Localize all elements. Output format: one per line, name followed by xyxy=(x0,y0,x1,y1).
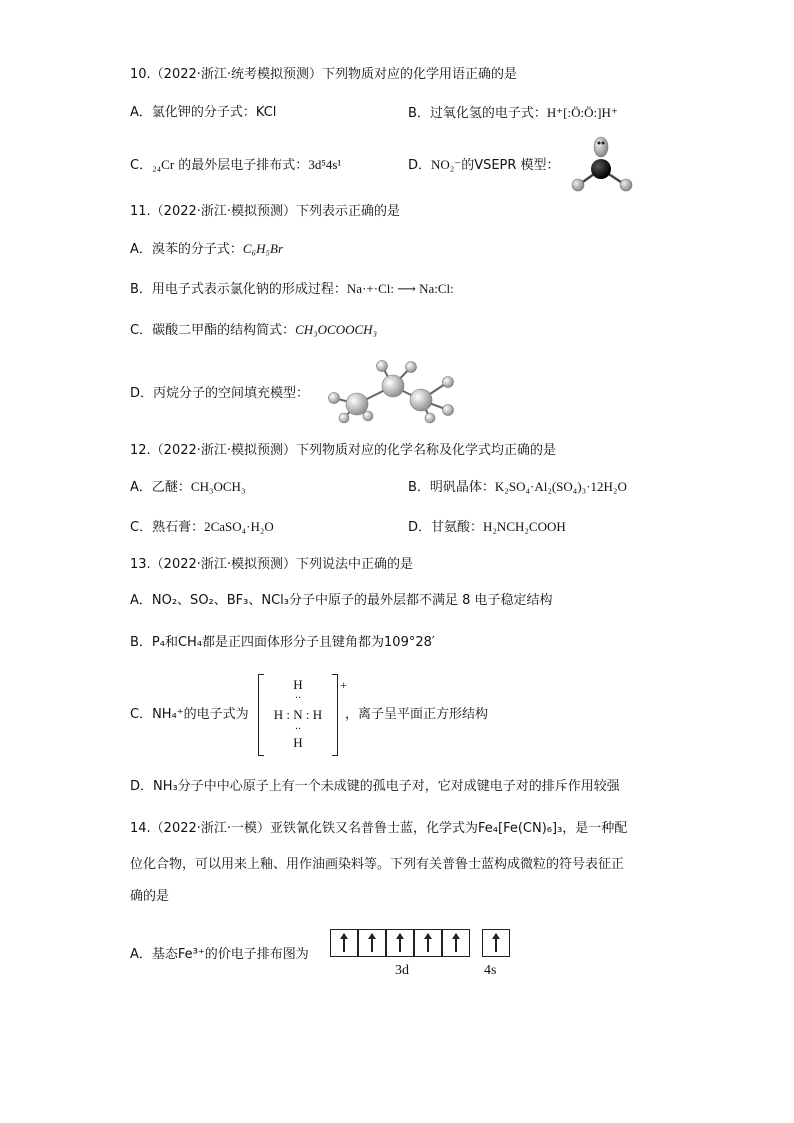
q12-option-b-label: B．明矾晶体： xyxy=(408,480,495,495)
cr-symbol: ₂₄Cr xyxy=(152,157,175,172)
up-arrow-icon xyxy=(399,934,401,952)
propane-model-image xyxy=(322,358,462,424)
cr-configuration: 3d⁵4s¹ xyxy=(308,157,342,172)
glycine-formula: H₂NCH₂COOH xyxy=(483,519,566,534)
h2o2-electron-formula: H⁺[:Ö:Ö:]H⁺ xyxy=(546,105,618,120)
q10-option-a: A．氯化钾的分子式：KCl xyxy=(130,105,277,120)
q12-option-d xyxy=(408,518,566,537)
q12-option-c xyxy=(130,518,274,537)
q14-option-a: A．基态Fe³⁺的价电子排布图为 xyxy=(130,947,309,962)
up-arrow-icon xyxy=(343,934,345,952)
orbital-3d-1 xyxy=(330,929,358,957)
nh4-bottom-h: H xyxy=(293,735,303,750)
bromobenzene-formula: C₆H₅Br xyxy=(242,241,284,256)
nh4-dots-top: ·· xyxy=(294,693,302,704)
q10-option-c-label: C． xyxy=(130,158,153,173)
orbital-diagram xyxy=(330,929,520,957)
q10-option-d-text: 的VSEPR 模型： xyxy=(461,158,560,173)
orbital-3d-3 xyxy=(386,929,414,957)
q14-stem-line-1: 14.（2022·浙江·一模）亚铁氰化铁又名普鲁士蓝，化学式为Fe₄[Fe(CN)₆]₃，是一种配 xyxy=(130,821,628,836)
no2-formula: NO₂⁻ xyxy=(431,157,462,172)
q10-stem: 10.（2022·浙江·统考模拟预测）下列物质对应的化学用语正确的是 xyxy=(130,67,518,82)
q10-option-b-label: B．过氧化氢的电子式： xyxy=(408,106,547,121)
q12-option-c-label: C．熟石膏： xyxy=(130,520,205,535)
ether-formula: CH₃OCH₃ xyxy=(190,479,246,494)
q11-option-a-label: A．溴苯的分子式： xyxy=(130,242,243,257)
q12-option-a-label: A．乙醚： xyxy=(130,480,191,495)
orbital-3d-5 xyxy=(442,929,470,957)
q11-option-c-label: C．碳酸二甲酯的结构简式： xyxy=(130,323,296,338)
q14-stem-line-2: 位化合物，可以用来上釉、用作油画染料等。下列有关普鲁士蓝构成微粒的符号表征正 xyxy=(130,857,625,872)
q10-option-c xyxy=(130,156,341,175)
plaster-formula: 2CaSO₄·H₂O xyxy=(204,519,274,534)
ammonium-electron-formula xyxy=(258,674,338,756)
q13-option-c-label: C．NH₄⁺的电子式为 xyxy=(130,707,249,722)
q10-option-d-label: D． xyxy=(408,158,432,173)
dimethyl-carbonate-formula: CH₃OCOOCH₃ xyxy=(295,322,378,337)
up-arrow-icon xyxy=(427,934,429,952)
nh4-dots-bottom: ·· xyxy=(294,724,302,735)
ammonium-charge: + xyxy=(340,678,347,692)
q13-option-d: D．NH₃分子中中心原子上有一个未成键的孤电子对，它对成键电子对的排斥作用较强 xyxy=(130,779,620,794)
label-3d: 3d xyxy=(395,963,409,978)
q12-stem: 12.（2022·浙江·模拟预测）下列物质对应的化学名称及化学式均正确的是 xyxy=(130,443,557,458)
q10-option-b xyxy=(408,104,618,123)
label-4s: 4s xyxy=(484,963,497,978)
q10-option-d xyxy=(408,156,560,175)
nh4-top-h: H xyxy=(293,677,303,692)
orbital-3d-4 xyxy=(414,929,442,957)
q12-option-a xyxy=(130,478,245,497)
q13-option-b: B．P₄和CH₄都是正四面体形分子且键角都为109°28′ xyxy=(130,635,435,650)
orbital-4s xyxy=(482,929,510,957)
nacl-formation-formula: Na·+·Cl: ⟶ Na:Cl: xyxy=(346,281,454,296)
q12-option-d-label: D．甘氨酸： xyxy=(408,520,484,535)
alum-formula: K₂SO₄·Al₂(SO₄)₃·12H₂O xyxy=(494,479,627,494)
q11-option-a xyxy=(130,240,283,259)
nh4-middle-row: H : N : H xyxy=(273,707,323,722)
up-arrow-icon xyxy=(371,934,373,952)
orbital-3d-2 xyxy=(358,929,386,957)
q13-option-a: A．NO₂、SO₂、BF₃、NCl₃分子中原子的最外层都不满足 8 电子稳定结构 xyxy=(130,593,553,608)
q13-stem: 13.（2022·浙江·模拟预测）下列说法中正确的是 xyxy=(130,557,414,572)
q11-option-c xyxy=(130,321,377,340)
q11-option-b-label: B．用电子式表示氯化钠的形成过程： xyxy=(130,282,347,297)
q14-stem-line-3: 确的是 xyxy=(130,889,170,904)
q10-option-c-text: 的最外层电子排布式： xyxy=(178,158,309,173)
q13-option-c-text: ，离子呈平面正方形结构 xyxy=(345,707,489,722)
q11-option-b xyxy=(130,280,454,299)
q12-option-b xyxy=(408,478,627,497)
q11-stem: 11.（2022·浙江·模拟预测）下列表示正确的是 xyxy=(130,204,401,219)
q11-option-d: D．丙烷分子的空间填充模型： xyxy=(130,386,310,401)
up-arrow-icon xyxy=(495,934,497,952)
vsepr-model-image xyxy=(568,134,638,194)
up-arrow-icon xyxy=(455,934,457,952)
